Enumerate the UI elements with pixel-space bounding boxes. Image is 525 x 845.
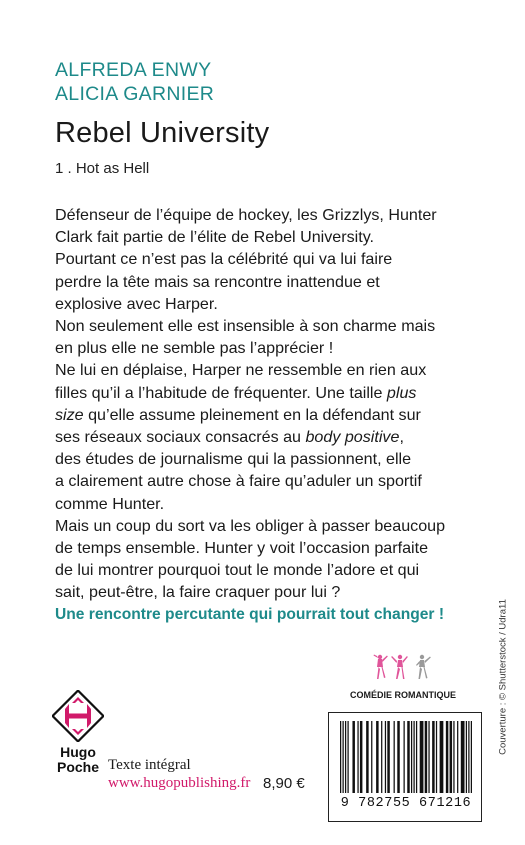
book-price: 8,90 € [263,775,305,792]
publisher-website[interactable]: www.hugopublishing.fr [108,775,251,791]
blurb-emphasis: plus [386,383,417,402]
barcode-bar [457,721,458,793]
barcode-bar [407,721,409,793]
author-2: ALICIA GARNIER [55,83,215,105]
blurb-line: Pourtant ce n’est pas la célébrité qui va lui faire [55,250,393,269]
barcode-bar [385,721,386,793]
barcode-bar [411,721,412,793]
blurb-emphasis: body positive [305,428,400,447]
barcode-bar [468,721,469,793]
blurb-line: Ne lui en déplaise, Harper ne ressemble en rien aux [55,361,427,380]
barcode-bars [340,721,472,793]
barcode-bar [450,721,452,793]
blurb-line: des études de journalisme qui la passionnent, elle [55,450,412,469]
barcode-bar [376,721,378,793]
barcode-bar [425,721,427,793]
barcode-bar [340,721,341,793]
barcode-bar [347,721,348,793]
book-title: Rebel University [55,117,270,149]
barcode-bar [381,721,382,793]
barcode-bar [436,721,437,793]
back-cover-blurb [55,204,475,604]
barcode-bar [416,721,417,793]
blurb-line: size qu’elle assume pleinement en la défendant sur [55,405,421,424]
barcode-bar [360,721,362,793]
barcode-bar [432,721,434,793]
blurb-emphasis: size [55,405,84,424]
blurb-line: Non seulement elle est insensible à son charme mais [55,317,436,336]
barcode-bar [352,721,354,793]
barcode-bar [420,721,424,793]
cover-credit [494,599,512,755]
dancing-women-icon [372,654,434,680]
author-names [55,58,214,106]
blurb-line: de temps ensemble. Hunter y voit l’occasion parfaite [55,539,429,558]
barcode-bar [345,721,346,793]
edition-note: Texte intégral [108,757,191,773]
barcode-bar [404,721,405,793]
barcode-bar [466,721,467,793]
blurb-line: Défenseur de l’équipe de hockey, les Grizzlys, Hunter [55,206,437,224]
barcode-bar [342,721,343,793]
barcode-bar [394,721,395,793]
blurb-line: comme Hunter. [55,494,165,513]
blurb-line: a clairement autre chose à faire qu’aduler un sportif [55,472,422,491]
barcode-bar [453,721,454,793]
blurb-line: de lui montrer pourquoi tout le monde l’adore et qui [55,561,420,580]
barcode-bar [397,721,399,793]
barcode-bar [387,721,389,793]
publisher-logo-text: Hugo Poche [56,744,99,775]
blurb-line: en plus elle ne semble pas l’apprécier ! [55,339,334,358]
blurb-line: perdre la tête mais sa rencontre inattendue et [55,272,380,291]
isbn-number: 9 782755 671216 [340,796,472,811]
tagline: Une rencontre percutante qui pourrait tout changer ! [55,606,445,623]
author-1: ALFREDA ENWY [55,59,212,81]
blurb-line: Mais un coup du sort va les obliger à passer beaucoup [55,516,446,535]
hugo-poche-logo-icon [52,690,104,742]
blurb-line: filles qu’il a l’habitude de fréquenter. Une taille plus [55,383,417,402]
barcode-bar [440,721,444,793]
cover-credit-text: Couverture : © Shutterstock / Udra11 [497,599,509,755]
barcode-bar [428,721,429,793]
barcode-bar [413,721,414,793]
barcode [328,712,482,822]
barcode-bar [471,721,472,793]
barcode-bar [357,721,358,793]
barcode-bar [461,721,465,793]
book-subtitle: 1 . Hot as Hell [55,160,150,177]
blurb-line: ses réseaux sociaux consacrés au body positive, [55,428,404,447]
blurb-line: explosive avec Harper. [55,294,218,313]
barcode-bar [371,721,372,793]
genre-label: COMÉDIE ROMANTIQUE [349,690,456,700]
blurb-line: sait, peut-être, la faire craquer pour lui ? [55,583,341,602]
barcode-bar [366,721,368,793]
blurb-line: Clark fait partie de l’élite de Rebel University. [55,228,375,247]
barcode-bar [446,721,448,793]
